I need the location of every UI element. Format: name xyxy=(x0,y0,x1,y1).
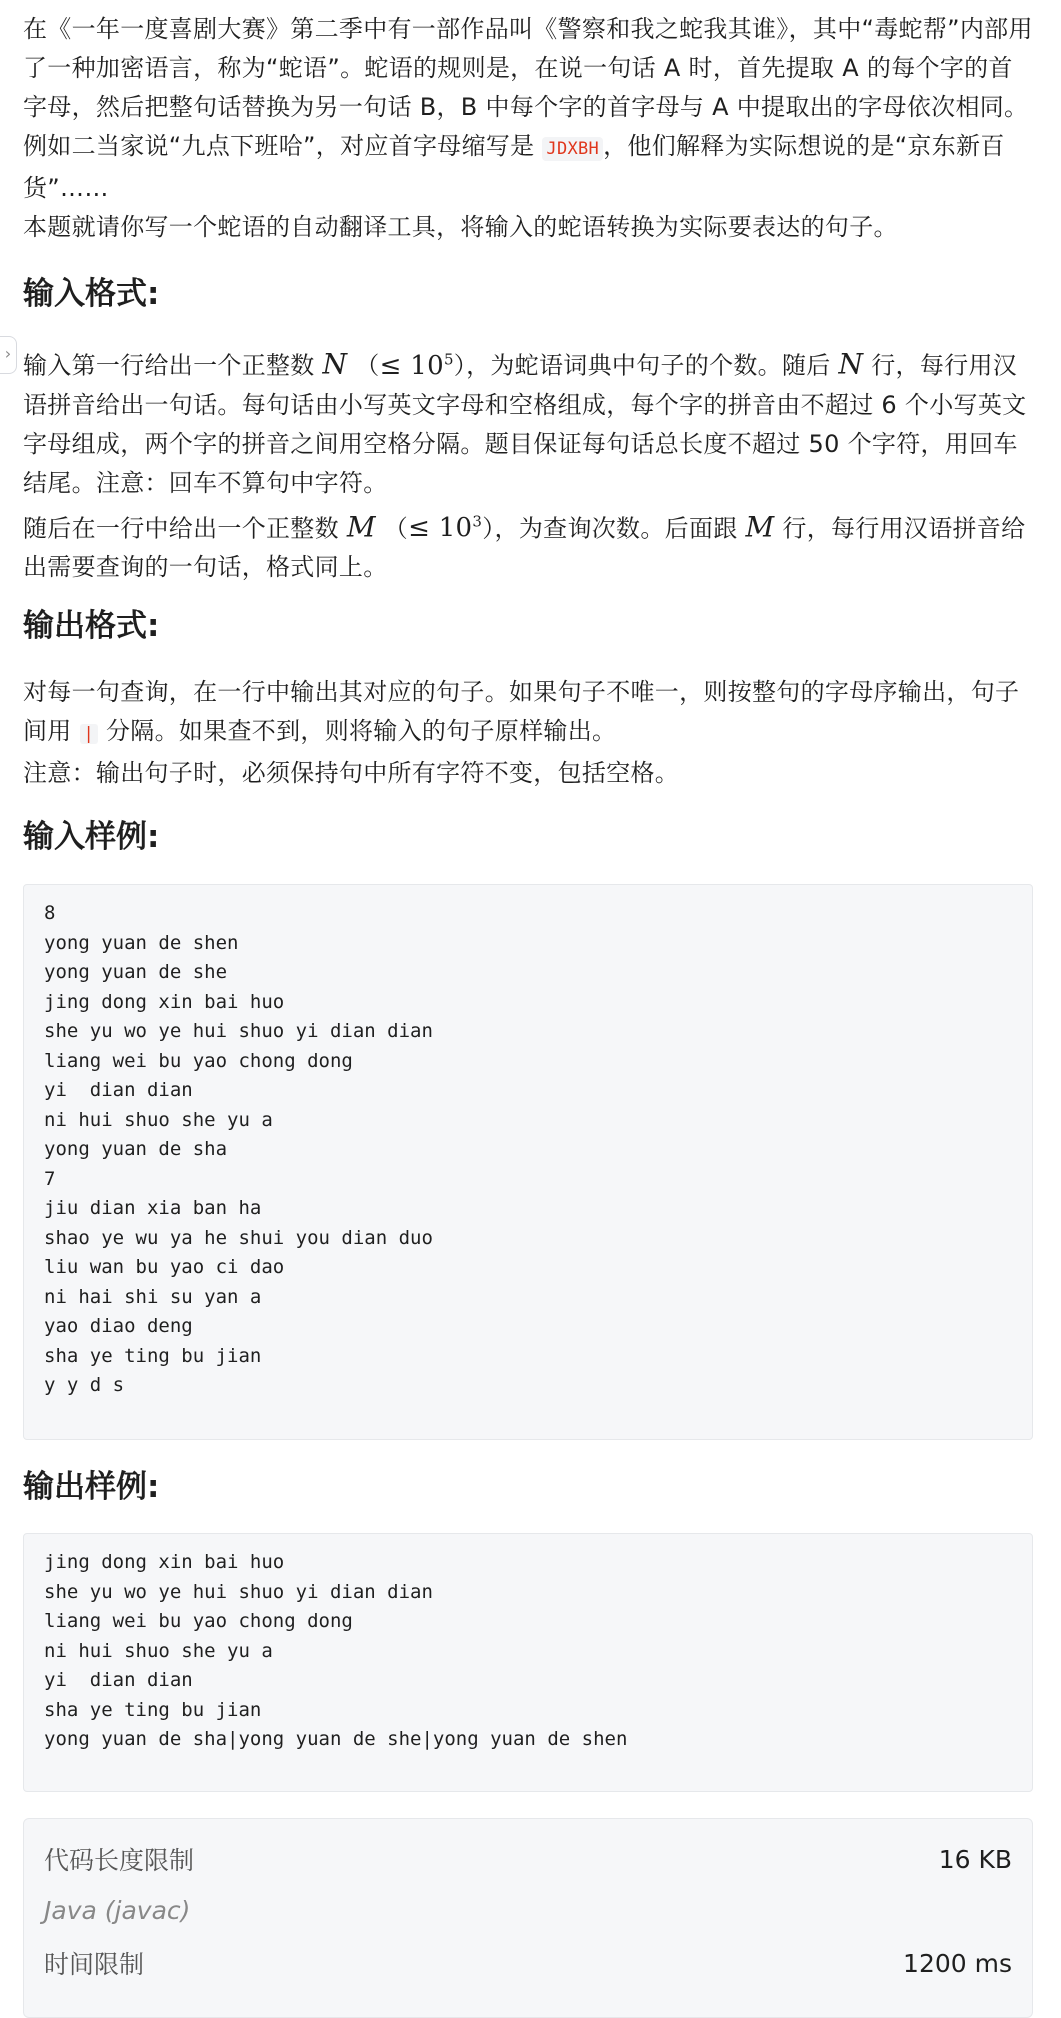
code-line: yong yuan de she xyxy=(44,961,228,983)
code-line: shao ye wu ya he shui you dian duo xyxy=(44,1226,433,1249)
code-length-row xyxy=(44,1833,1012,1885)
code-line: liu wan bu yao ci dao xyxy=(44,1256,285,1278)
math-le: ≤ 10 xyxy=(379,350,444,381)
code-line: she yu wo ye hui shuo yi dian dian xyxy=(44,1580,433,1603)
math-le: ≤ 10 xyxy=(408,513,473,544)
code-line: yong yuan de sha|yong yuan de she|yong yuan de shen xyxy=(44,1728,628,1750)
code-line: yi dian dian xyxy=(44,1669,193,1691)
text: （ xyxy=(355,351,380,380)
limits-panel xyxy=(23,1818,1033,2018)
code-line: y y d s xyxy=(44,1374,125,1396)
time-limit-value: 1200 ms xyxy=(903,1948,1012,1978)
code-line: sha ye ting bu jian xyxy=(44,1698,262,1721)
code-length-label: 代码长度限制 xyxy=(44,1846,195,1875)
code-line: yong yuan de sha xyxy=(44,1138,228,1160)
code-line: sha ye ting bu jian xyxy=(44,1344,262,1367)
math-var-n: N xyxy=(322,347,348,381)
code-line: ni hui shuo she yu a xyxy=(44,1639,273,1662)
text: 行，每行用汉语拼音给出一句话。每句话由小写英文字母和空格组成，每个字的拼音由不超过 6 个小写英文字母组成，两个字的拼音之间用空格分隔。题目保证每句话总长度不超过 50 个字符，用回车结尾。注意：回车不算句中字符。 xyxy=(23,351,1027,497)
description-text: 在《一年一度喜剧大赛》第二季中有一部作品叫《警察和我之蛇我其谁》，其中“毒蛇帮”内部用了一种加密语言，称为“蛇语”。蛇语的规则是，在说一句话 A 时，首先提取 A 的每个字的首字母，然后把整句话替换为另一句话 B，B 中每个字的首字母与 A 中提取出的字母依次相同。例如二当家说“九点下班哈”，对应首字母缩写是 xyxy=(23,15,1033,160)
sample-input-block[interactable] xyxy=(23,884,1033,1440)
time-limit-label: 时间限制 xyxy=(44,1950,145,1979)
math-exp: 5 xyxy=(443,350,454,368)
time-limit-row xyxy=(44,1937,1012,1989)
code-line: jing dong xin bai huo xyxy=(44,1551,285,1573)
code-line: jiu dian xia ban ha xyxy=(44,1197,262,1219)
math-bound xyxy=(380,351,454,381)
output-format-body xyxy=(23,673,1033,793)
code-line: yao diao deng xyxy=(44,1315,193,1337)
code-length-value: 16 KB xyxy=(938,1844,1012,1874)
text: 分隔。如果查不到，则将输入的句子原样输出。 xyxy=(98,717,617,745)
code-line: ni hai shi su yan a xyxy=(44,1285,262,1308)
math-var-m: M xyxy=(745,510,775,544)
sample-input-heading: 输入样例: xyxy=(23,819,160,855)
math-exp: 3 xyxy=(472,512,483,531)
output-format-line1 xyxy=(23,673,1033,754)
text: ），为蛇语词典中句子的个数。随后 xyxy=(453,351,839,380)
description-text-tail: ，他们解释为实际想说的是“京东新百货”…… xyxy=(23,132,1005,202)
inline-code: JDXBH xyxy=(542,137,603,161)
input-format-line2 xyxy=(23,503,1033,588)
math-var-m: M xyxy=(346,510,376,544)
language-label: Java (javac) xyxy=(44,1896,191,1925)
code-line: 7 xyxy=(44,1167,56,1190)
code-line: liang wei bu yao chong dong xyxy=(44,1610,353,1632)
text: 输入第一行给出一个正整数 xyxy=(23,351,323,380)
text: 随后在一行中给出一个正整数 xyxy=(23,514,347,543)
text: （ xyxy=(383,514,409,543)
description-paragraph xyxy=(23,10,1033,208)
text: ），为查询次数。后面跟 xyxy=(482,514,746,543)
inline-code-pipe: | xyxy=(80,724,99,744)
sample-output-heading: 输出样例: xyxy=(23,1469,160,1505)
description-task: 本题就请你写一个蛇语的自动翻译工具，将输入的蛇语转换为实际要表达的句子。 xyxy=(23,213,898,241)
chevron-right-icon: › xyxy=(4,344,12,363)
code-line: liang wei bu yao chong dong xyxy=(44,1049,353,1072)
code-line: yong yuan de shen xyxy=(44,931,239,954)
input-format-line1 xyxy=(23,340,1033,503)
text: 对每一句查询，在一行中输出其对应的句子。如果句子不唯一，则按整句的字母序输出，句子间用 xyxy=(23,678,1020,745)
input-format-body xyxy=(23,340,1033,587)
sidebar-expand-toggle[interactable] xyxy=(0,336,17,374)
input-format-heading: 输入格式: xyxy=(23,276,160,312)
output-format-note: 注意：输出句子时，必须保持句中所有字符不变，包括空格。 xyxy=(23,759,680,787)
math-bound xyxy=(408,513,482,543)
code-line: yi dian dian xyxy=(44,1079,193,1101)
sample-output-block[interactable] xyxy=(23,1533,1033,1792)
text: 行，每行用汉语拼音给出需要查询的一句话，格式同上。 xyxy=(23,514,1026,582)
problem-description xyxy=(23,10,1033,247)
code-line: she yu wo ye hui shuo yi dian dian xyxy=(44,1020,433,1042)
math-var-n: N xyxy=(838,347,864,381)
code-line: 8 xyxy=(44,902,56,924)
code-line: ni hui shuo she yu a xyxy=(44,1108,273,1131)
code-line: jing dong xin bai huo xyxy=(44,990,285,1013)
output-format-heading: 输出格式: xyxy=(23,608,160,644)
